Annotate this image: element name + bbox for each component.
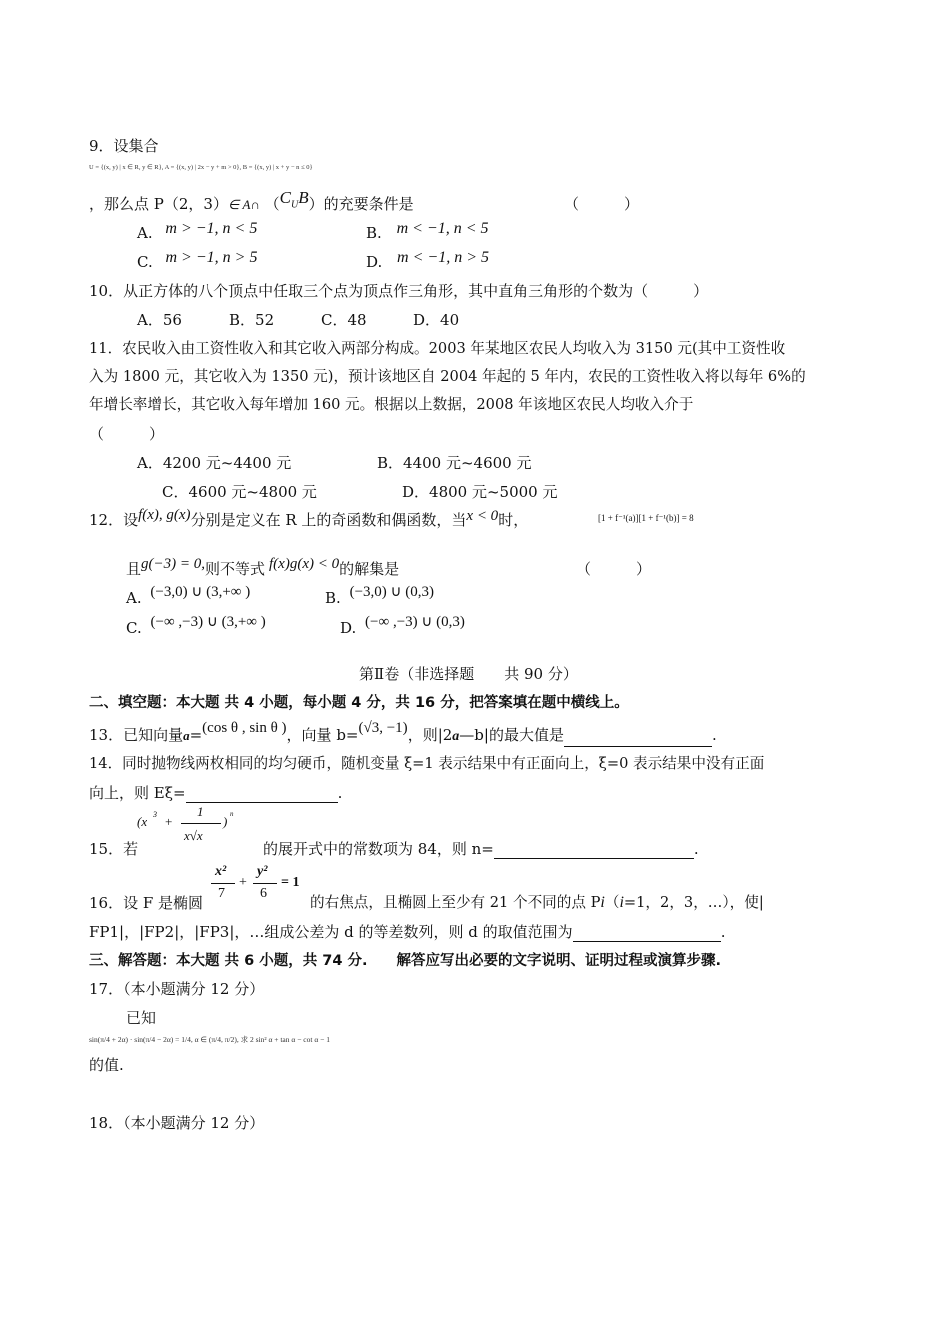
q17-end: 的值.: [89, 1056, 124, 1074]
q11-line-1: 11．农民收入由工资性收入和其它收入两部分构成。2003 年某地区农民人均收入为 3150 元(其中工资性收: [89, 340, 786, 357]
q16-end: .: [720, 923, 726, 941]
q13-post2: —b|的最大值是: [459, 726, 564, 744]
q12-formula: [1 + f⁻¹(a)][1 + f⁻¹(b)] = 8: [598, 513, 694, 523]
q12-line2-mid: 则不等式: [205, 560, 266, 578]
q11-line-2: 入为 1800 元，其它收入为 1350 元)，预计该地区自 2004 年起的 5 年内，农民的工资性收入将以每年 6%的: [89, 368, 806, 385]
q14-line-1: 14．同时抛物线两枚相同的均匀硬币，随机变量 ξ=1 表示结果中有正面向上，ξ=0 表示结果中没有正面: [89, 755, 765, 772]
q16-d6: 6: [260, 886, 267, 901]
q9-option-d-label: D.: [366, 253, 383, 271]
q12-pre: 12．设: [89, 511, 139, 529]
q16-d7: 7: [218, 886, 225, 901]
q9-option-c-text: m > −1, n > 5: [165, 249, 258, 266]
q9-paren-open: （: [264, 195, 280, 213]
q9-complement-u: U: [291, 199, 299, 211]
q9-line2-post: 的充要条件是: [323, 195, 414, 213]
q9-option-d: [366, 249, 489, 273]
q13-mid: ，向量 b=: [286, 726, 359, 744]
q12-option-a: [126, 584, 251, 609]
q13-a-value: (cos θ , sin θ ): [202, 720, 287, 736]
q15-frac-num: 1: [197, 804, 204, 819]
q12-answer-bracket: （ ）: [576, 560, 652, 578]
q16-post3: =1，2，3，…），使|: [623, 894, 764, 911]
q16-x2: x²: [215, 864, 227, 879]
q16-ellipse-equation: [209, 864, 309, 910]
q12-line2-post: 的解集是: [339, 560, 400, 578]
section2-heading: 二、填空题：本大题 共 4 小题，每小题 4 分，共 16 分，把答案填在题中横线上。: [89, 695, 629, 711]
q12-mid: 分别是定义在 R 上的奇函数和偶函数，当: [190, 511, 467, 529]
q9-option-b: [366, 220, 489, 244]
q13-post-a: a: [452, 729, 460, 744]
q15-expr-pow: 3: [153, 810, 157, 819]
q17-formula: sin(π/4 + 2α) · sin(π/4 − 2α) = 1/4, α ∈ (π/4, π/2), 求 2 sin² α + tan α − cot α − 1: [89, 1035, 330, 1044]
q16-post: 的右焦点，且椭圆上至少有 21 个不同的点 P: [310, 894, 601, 911]
q10-option-d: D．40: [413, 311, 460, 329]
q12-line-1: [89, 507, 529, 531]
q12-option-c-label: C.: [126, 619, 142, 637]
q15-frac-line: [181, 823, 221, 824]
q16-frac2-line: [253, 883, 277, 884]
q9-paren-close: ）: [308, 195, 324, 213]
q12-option-a-label: A.: [126, 589, 142, 607]
q16-post2: （: [604, 894, 620, 911]
q10-option-a: A．56: [137, 311, 182, 329]
q15-line: [263, 839, 699, 859]
q16-pre: 16．设 F 是椭圆: [89, 894, 204, 912]
q13-end: .: [711, 726, 717, 744]
q17-known: 已知: [126, 1009, 157, 1027]
q15-expr-open: (x: [137, 814, 148, 829]
q16-y2: y²: [257, 864, 268, 879]
q9-option-c: [137, 249, 258, 273]
q9-set-definition: U = {(x, y) | x ∈ R, y ∈ R}, A = {(x, y) | 2x − y + m > 0}, B = {(x, y) | x + y − n ≤ 0}: [89, 164, 313, 171]
q12-g3: g(−3) = 0,: [141, 556, 205, 572]
q12-option-d-label: D.: [340, 619, 357, 637]
q12-option-d-text: (−∞ ,−3) ∪ (0,3): [365, 614, 465, 630]
q12-line-2: [126, 556, 400, 580]
q15-expr-plus: +: [165, 814, 173, 829]
q12-option-a-text: (−3,0) ∪ (3,+∞ ): [150, 584, 251, 600]
q12-option-b-text: (−3,0) ∪ (0,3): [349, 584, 434, 600]
q13-vector-a: a: [183, 728, 190, 743]
q11-option-b: B．4400 元~4600 元: [377, 454, 532, 472]
q13-a-eq: =: [189, 726, 203, 744]
q13-answer-blank[interactable]: [564, 730, 712, 747]
q13-b-value: (√3, −1): [358, 720, 408, 736]
q9-option-a: [137, 220, 258, 244]
q9-answer-bracket: （ ）: [564, 195, 640, 213]
q9-complement: [279, 188, 309, 211]
q13-post: ，则|2: [407, 726, 453, 744]
q9-option-a-label: A.: [137, 224, 153, 242]
q15-frac-den: x√x: [184, 828, 203, 843]
part2-title: 第Ⅱ卷（非选择题 共 90 分）: [359, 665, 578, 683]
q12-fg: f(x), g(x): [138, 507, 191, 523]
q12-option-b: [325, 584, 434, 609]
q10-option-c: C．48: [321, 311, 367, 329]
q16-line-1: [310, 893, 764, 913]
q9-line2-math: ∈ A∩: [227, 197, 260, 212]
q11-option-d: D．4800 元~5000 元: [402, 483, 558, 501]
q13-line: [89, 720, 717, 747]
q15-expr-exp: n: [230, 810, 234, 818]
q11-option-a: A．4200 元~4400 元: [137, 454, 292, 472]
q10-option-b: B．52: [229, 311, 275, 329]
q18-title: 18．（本小题满分 12 分）: [89, 1114, 265, 1132]
q9-heading: 9．设集合: [89, 137, 159, 155]
q16-ii: i: [619, 894, 624, 911]
q16-line-2: [89, 922, 725, 942]
q15-answer-blank[interactable]: [494, 842, 694, 859]
q9-option-b-label: B.: [366, 224, 382, 242]
q14-line-2: [89, 783, 342, 803]
q15-expression: [137, 804, 257, 858]
q13-pre: 13．已知向量: [89, 726, 184, 744]
q16-line2-text: FP1|，|FP2|，|FP3|，…组成公差为 d 的等差数列，则 d 的取值范围为: [89, 923, 573, 941]
q16-plus: +: [239, 875, 247, 890]
q15-expr-close: ): [223, 814, 228, 829]
q11-option-c: C．4600 元~4800 元: [162, 483, 317, 501]
q9-option-c-label: C.: [137, 253, 153, 271]
q16-pi: i: [600, 894, 605, 911]
section3-heading: 三、解答题：本大题 共 6 小题，共 74 分. 解答应写出必要的文字说明、证明过程或演算步骤.: [89, 953, 722, 969]
q12-option-d: [340, 614, 465, 639]
q14-end: .: [337, 784, 343, 802]
q16-eq1: = 1: [281, 875, 300, 890]
q14-answer-blank[interactable]: [186, 786, 338, 803]
q12-ineq: f(x)g(x) < 0: [269, 556, 340, 572]
q12-post: 时，: [498, 511, 529, 529]
q9-option-d-text: m < −1, n > 5: [397, 249, 489, 266]
q9-option-b-text: m < −1, n < 5: [396, 220, 489, 237]
q10-text: 10．从正方体的八个顶点中任取三个点为顶点作三角形，其中直角三角形的个数为（ ）: [89, 282, 709, 300]
q9-option-a-text: m > −1, n < 5: [165, 220, 258, 237]
q11-answer-bracket: （ ）: [89, 425, 165, 443]
q12-option-b-label: B.: [325, 589, 341, 607]
q12-option-c-text: (−∞ ,−3) ∪ (3,+∞ ): [150, 614, 266, 630]
q15-end: .: [693, 840, 699, 858]
q15-post: 的展开式中的常数项为 84，则 n=: [263, 840, 494, 858]
q12-line2-pre: 且: [126, 560, 142, 578]
q12-option-c: [126, 614, 266, 639]
q11-line-3: 年增长率增长，其它收入每年增加 160 元。根据以上数据，2008 年该地区农民人均收入介于: [89, 396, 694, 413]
q16-answer-blank[interactable]: [573, 925, 721, 942]
q9-complement-b: B: [298, 188, 309, 207]
q12-cond: x < 0: [466, 508, 499, 524]
q17-title: 17．（本小题满分 12 分）: [89, 980, 265, 998]
q16-frac1-line: [211, 883, 235, 884]
q9-complement-c: C: [279, 188, 291, 207]
q14-line2-pre: 向上，则 Eξ=: [89, 784, 186, 802]
q9-line2-pre: ，那么点 P（2，3）: [89, 195, 228, 213]
q15-pre: 15．若: [89, 840, 139, 858]
q9-condition-line: [89, 188, 414, 221]
